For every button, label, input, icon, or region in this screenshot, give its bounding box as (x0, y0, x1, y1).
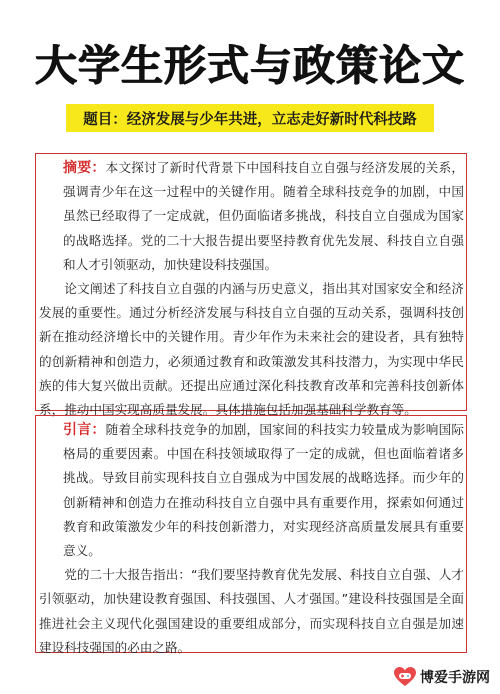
watermark-logo (393, 666, 490, 688)
subtitle-text: 题目：经济发展与少年共进，立志走好新时代科技路 (83, 111, 417, 128)
introduction-text-1: 随着全球科技竞争的加剧，国家间的科技实力较量成为影响国际格局的重要因素。中国在科技领域取得了一定的成就，但也面临着诸多挑战。导致目前实现科技自立自强成为中国发展的战略选择。而少年的创新精神和创造力在推动科技自立自强中具有重要作用，探索如何通过教育和政策激发少年的科技创新潜力，对实现经济高质量发展具有重要意义。 (63, 422, 465, 559)
subtitle-banner (66, 104, 434, 132)
abstract-text-1: 本文探讨了新时代背景下中国科技自立自强与经济发展的关系，强调青少年在这一过程中的关键作用。随着全球科技竞争的加剧，中国虽然已经取得了一定成就，但仍面临诸多挑战，科技自立自强成为国家的战略选择。党的二十大报告提出要坚持教育优先发展、科技自立自强和人才引领驱动，加快建设科技强国。 (63, 160, 465, 272)
abstract-paragraph-2: 论文阐述了科技自立自强的内涵与历史意义，指出其对国家安全和经济发展的重要性。通过分析经济发展与科技自立自强的互动关系，强调科技创新在推动经济增长中的关键作用。青少年作为未来社会的建设者，具有独特的创新精神和创造力，必须通过教育和政策激发其科技潜力，为实现中华民族的伟大复兴做出贡献。还提出应通过深化科技教育改革和完善科技创新体系，推动中国实现高质量发展。具体措施包括加强基础科学教育等。 (39, 281, 464, 418)
gamepad-heart-icon (393, 666, 417, 688)
abstract-paragraph-1 (39, 156, 464, 277)
abstract-label: 摘要： (63, 160, 106, 176)
introduction-section (35, 415, 467, 653)
introduction-paragraph-2: 党的二十大报告指出：“我们要坚持教育优先发展、科技自立自强、人才引领驱动，加快建设教育强国、科技强国、人才强国。”建设科技强国是全面推进社会主义现代化强国建设的重要组成部分，而实现科技自立自强是加速建设科技强国的必由之路。 (39, 567, 464, 655)
abstract-section (35, 153, 467, 418)
introduction-paragraph-1 (39, 418, 464, 563)
page-title: 大学生形式与政策论文 (34, 41, 465, 90)
watermark-text: 博爱手游网 (420, 670, 490, 686)
introduction-label: 引言： (63, 422, 106, 438)
